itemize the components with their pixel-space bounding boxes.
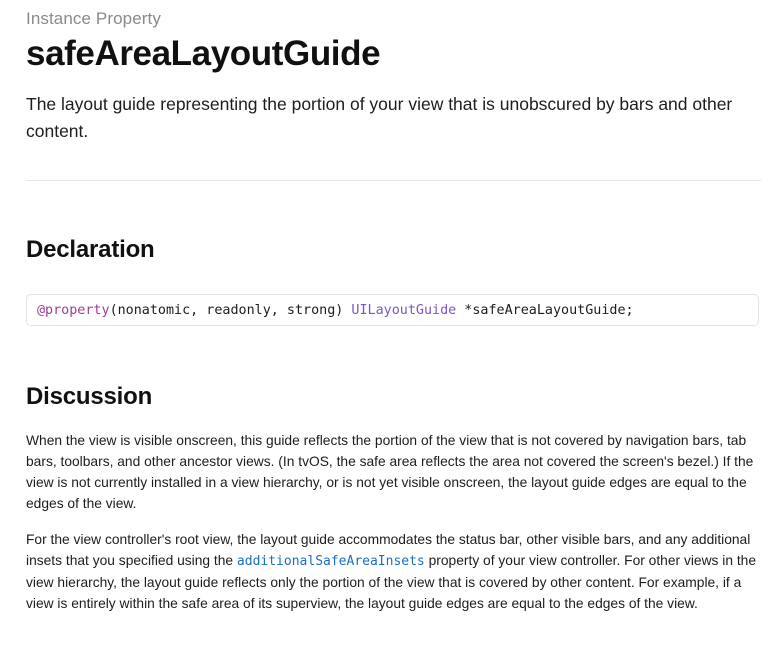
section-divider (26, 180, 761, 181)
declaration-code-block (26, 294, 759, 326)
discussion-paragraph-1: When the view is visible onscreen, this guide reflects the portion of the view that is not covered by navigation bars, tab bars, toolbars, and other ancestor views. (In tvOS, the safe area reflects the area not covered the screen's bezel.) If the view is not currently installed in a view hierarchy, or is not yet visible onscreen, the layout guide edges are equal to the edges of the view. (26, 433, 754, 511)
code-identifier: *safeAreaLayoutGuide; (456, 303, 634, 318)
paragraph-2-text-after: property of your view controller. For other views in the view hierarchy, the layout guide reflects only the portion of the view that is covered by other content. For example, if a view is entirely within the safe area of its superview, the layout guide edges are equal to the edges of the view. (26, 553, 757, 611)
discussion-paragraph-2 (26, 529, 766, 614)
symbol-kind-label: Instance Property (26, 9, 161, 28)
code-type-link[interactable]: UILayoutGuide (351, 303, 457, 318)
paragraph-2-text-before: For the view controller's root view, the layout guide accommodates the status bar, other visible bars, and any additional insets that you specified using the (26, 532, 751, 568)
page-title: safeAreaLayoutGuide (26, 34, 381, 73)
abstract-text: The layout guide representing the portion of your view that is unobscured by bars and other content. (26, 94, 733, 141)
declaration-code (37, 303, 634, 318)
code-attributes: (nonatomic, readonly, strong) (109, 303, 352, 318)
code-keyword[interactable]: @property (37, 303, 110, 318)
additional-safe-area-insets-link[interactable]: additionalSafeAreaInsets (236, 554, 425, 569)
declaration-heading: Declaration (26, 236, 155, 263)
discussion-heading: Discussion (26, 383, 153, 410)
